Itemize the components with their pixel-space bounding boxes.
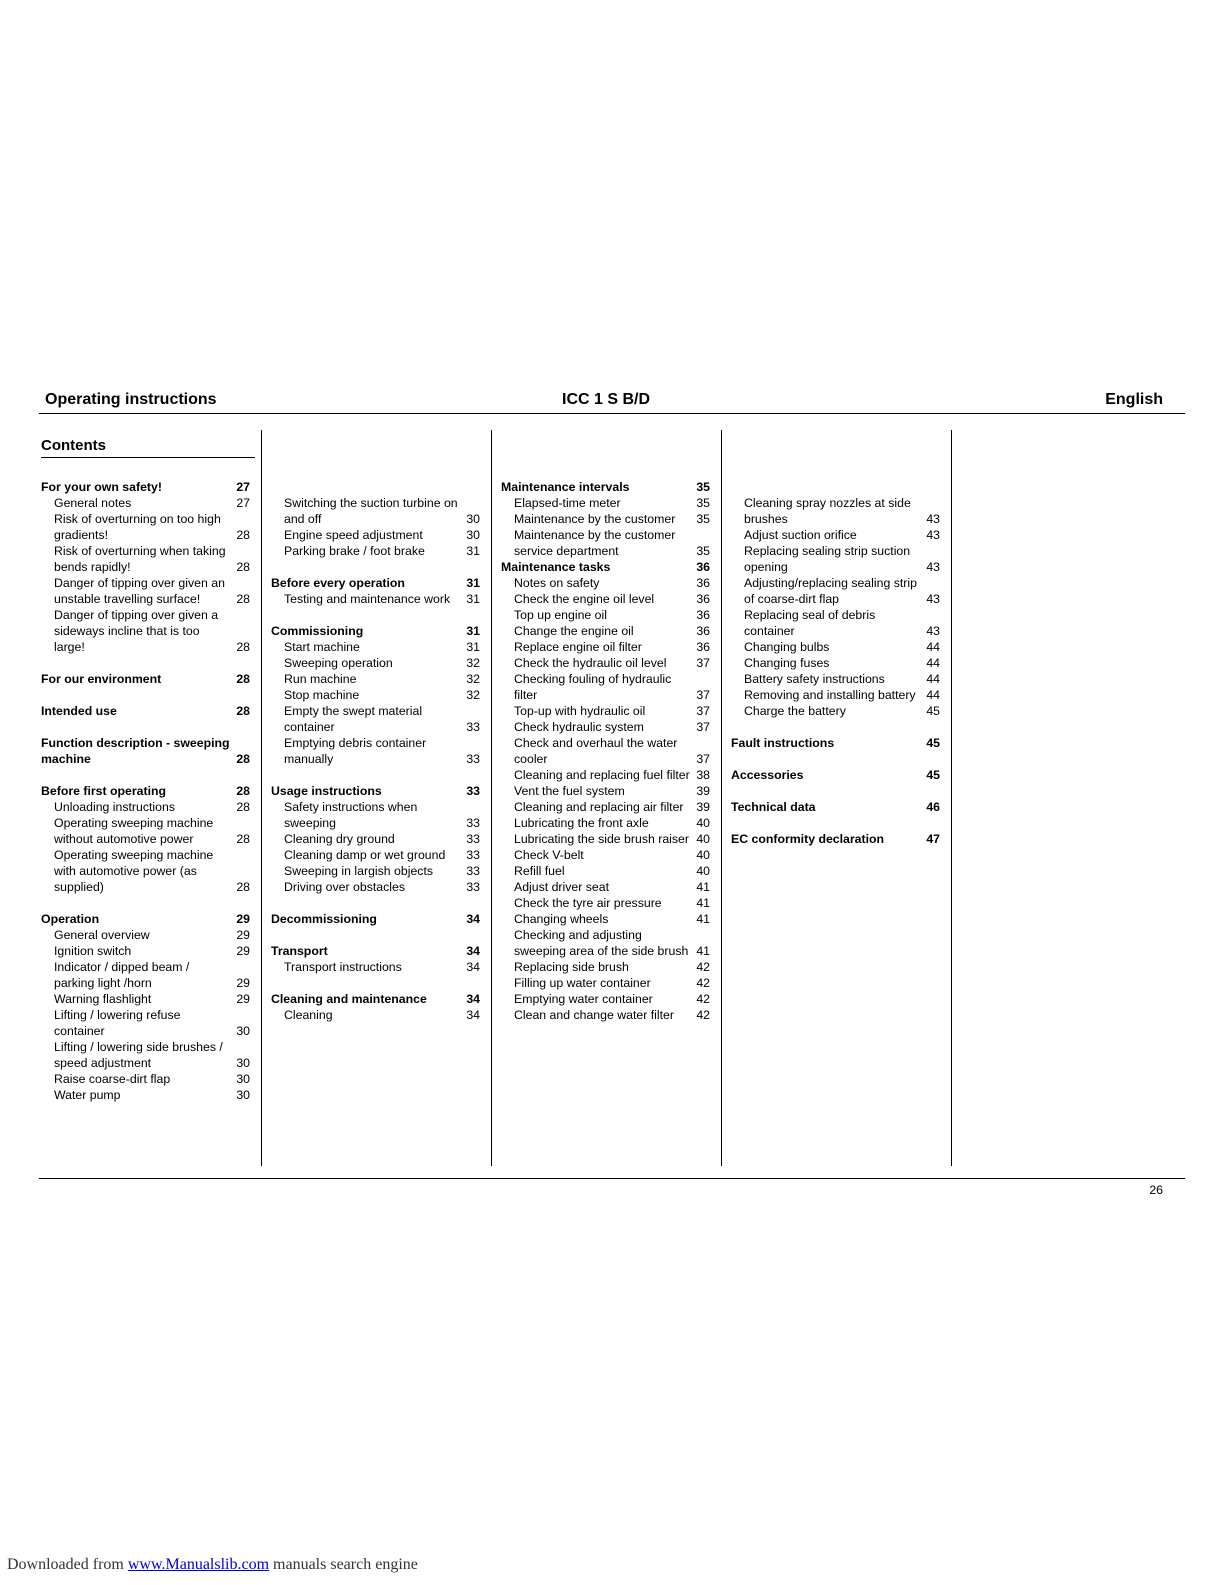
- toc-entry-page: 45: [926, 736, 940, 750]
- toc-entry-page: 28: [236, 560, 250, 574]
- toc-entry-title: Sweeping operation: [284, 656, 393, 670]
- toc-subsection-entry[interactable]: [271, 671, 480, 687]
- language-label: English: [1105, 391, 1163, 408]
- toc-subsection-entry[interactable]: [501, 527, 710, 559]
- toc-entry-title: Check the tyre air pressure: [514, 896, 662, 910]
- toc-entry-page: 34: [466, 1008, 480, 1022]
- toc-entry-page: 37: [696, 720, 710, 734]
- toc-subsection-entry[interactable]: [731, 639, 940, 655]
- toc-entry-title: General notes: [54, 496, 132, 510]
- toc-entry-page: 36: [696, 560, 710, 574]
- toc-subsection-entry[interactable]: [41, 959, 250, 991]
- toc-entry-page: 30: [236, 1088, 250, 1102]
- toc-subsection-entry[interactable]: [41, 1039, 250, 1071]
- toc-section-entry[interactable]: [271, 623, 480, 639]
- toc-section-entry[interactable]: [41, 911, 250, 927]
- toc-subsection-entry[interactable]: [501, 575, 710, 591]
- toc-subsection-entry[interactable]: [501, 639, 710, 655]
- toc-entry-page: 41: [696, 912, 710, 926]
- toc-subsection-entry[interactable]: [501, 863, 710, 879]
- toc-entry-title: Operating sweeping machine without automotive power: [54, 816, 214, 846]
- toc-entry-page: 29: [236, 944, 250, 958]
- toc-entry-page: 36: [696, 640, 710, 654]
- toc-entry-page: 41: [696, 944, 710, 958]
- toc-entry-title: Adjusting/replacing sealing strip of coarse-dirt flap: [744, 576, 917, 606]
- toc-section-entry[interactable]: [271, 991, 480, 1007]
- toc-subsection-entry[interactable]: [41, 815, 250, 847]
- toc-subsection-entry[interactable]: [41, 847, 250, 895]
- toc-subsection-entry[interactable]: [731, 607, 940, 639]
- toc-subsection-entry[interactable]: [271, 831, 480, 847]
- toc-entry-title: Replace engine oil filter: [514, 640, 642, 654]
- toc-subsection-entry[interactable]: [41, 991, 250, 1007]
- toc-entry-page: 33: [466, 864, 480, 878]
- toc-entry-page: 41: [696, 880, 710, 894]
- toc-entry-title: Replacing side brush: [514, 960, 629, 974]
- toc-entry-page: 30: [466, 528, 480, 542]
- toc-entry-title: Usage instructions: [271, 784, 382, 798]
- toc-subsection-entry[interactable]: [501, 783, 710, 799]
- toc-subsection-entry[interactable]: [501, 975, 710, 991]
- toc-subsection-entry[interactable]: [731, 575, 940, 607]
- toc-entry-page: 40: [696, 848, 710, 862]
- toc-subsection-entry[interactable]: [501, 671, 710, 703]
- toc-entry-page: 43: [926, 512, 940, 526]
- toc-entry-title: Top-up with hydraulic oil: [514, 704, 646, 718]
- toc-subsection-entry[interactable]: [501, 959, 710, 975]
- toc-entry-title: Changing fuses: [744, 656, 830, 670]
- toc-subsection-entry[interactable]: [501, 607, 710, 623]
- toc-entry-page: 42: [696, 992, 710, 1006]
- toc-entry-title: Change the engine oil: [514, 624, 634, 638]
- download-footer: [7, 1555, 418, 1575]
- toc-entry-title: Fault instructions: [731, 736, 835, 750]
- toc-entry-page: 33: [466, 752, 480, 766]
- toc-entry-title: Battery safety instructions: [744, 672, 885, 686]
- toc-entry-page: 36: [696, 624, 710, 638]
- toc-subsection-entry[interactable]: [41, 543, 250, 575]
- toc-entry-page: 45: [926, 768, 940, 782]
- toc-subsection-entry[interactable]: [271, 543, 480, 559]
- toc-subsection-entry[interactable]: [271, 799, 480, 831]
- toc-entry-title: Function description - sweeping machine: [41, 736, 230, 766]
- toc-entry-page: 33: [466, 720, 480, 734]
- toc-entry-page: 31: [466, 576, 480, 590]
- toc-entry-title: Transport instructions: [284, 960, 402, 974]
- toc-entry-page: 29: [236, 912, 250, 926]
- toc-entry-title: Stop machine: [284, 688, 360, 702]
- toc-entry-page: 37: [696, 688, 710, 702]
- toc-section-entry[interactable]: [731, 831, 940, 847]
- toc-entry-title: Cleaning damp or wet ground: [284, 848, 446, 862]
- toc-entry-page: 28: [236, 528, 250, 542]
- toc-entry-page: 34: [466, 912, 480, 926]
- toc-subsection-entry[interactable]: [41, 943, 250, 959]
- toc-section-entry[interactable]: [731, 767, 940, 783]
- toc-entry-title: Refill fuel: [514, 864, 565, 878]
- toc-entry-page: 44: [926, 672, 940, 686]
- toc-subsection-entry[interactable]: [731, 687, 940, 703]
- toc-section-entry[interactable]: [501, 559, 710, 575]
- toc-entry-page: 29: [236, 928, 250, 942]
- toc-section-entry[interactable]: [41, 735, 250, 767]
- toc-entry-title: For our environment: [41, 672, 162, 686]
- toc-entry-page: 44: [926, 688, 940, 702]
- toc-entry-title: Safety instructions when sweeping: [284, 800, 418, 830]
- toc-entry-page: 43: [926, 560, 940, 574]
- toc-entry-title: Cleaning and replacing fuel filter: [514, 768, 690, 782]
- toc-subsection-entry[interactable]: [501, 591, 710, 607]
- toc-subsection-entry[interactable]: [271, 591, 480, 607]
- toc-entry-title: Engine speed adjustment: [284, 528, 423, 542]
- toc-entry-page: 43: [926, 624, 940, 638]
- toc-section-entry[interactable]: [271, 943, 480, 959]
- toc-subsection-entry[interactable]: [731, 495, 940, 527]
- toc-entry-title: Maintenance by the customer service department: [514, 528, 676, 558]
- toc-section-entry[interactable]: [271, 783, 480, 799]
- toc-section-entry[interactable]: [731, 735, 940, 751]
- toc-entry-page: 41: [696, 896, 710, 910]
- toc-entry-page: 36: [696, 608, 710, 622]
- toc-subsection-entry[interactable]: [731, 655, 940, 671]
- document-title: Operating instructions: [45, 391, 217, 408]
- toc-subsection-entry[interactable]: [271, 1007, 480, 1023]
- toc-column-4: [731, 479, 940, 847]
- toc-subsection-entry[interactable]: [41, 1007, 250, 1039]
- toc-entry-title: Cleaning and replacing air filter: [514, 800, 684, 814]
- toc-subsection-entry[interactable]: [501, 927, 710, 959]
- toc-entry-title: Check hydraulic system: [514, 720, 644, 734]
- toc-entry-page: 33: [466, 848, 480, 862]
- toc-entry-page: 36: [696, 592, 710, 606]
- toc-entry-page: 44: [926, 656, 940, 670]
- toc-entry-title: Operation: [41, 912, 100, 926]
- toc-entry-title: Check the hydraulic oil level: [514, 656, 667, 670]
- toc-subsection-entry[interactable]: [271, 703, 480, 735]
- toc-entry-page: 28: [236, 800, 250, 814]
- toc-entry-title: For your own safety!: [41, 480, 162, 494]
- toc-subsection-entry[interactable]: [41, 495, 250, 511]
- toc-subsection-entry[interactable]: [271, 527, 480, 543]
- toc-subsection-entry[interactable]: [271, 863, 480, 879]
- toc-entry-title: Before every operation: [271, 576, 405, 590]
- toc-entry-title: Switching the suction turbine on and off: [284, 496, 458, 526]
- toc-entry-title: Removing and installing battery: [744, 688, 916, 702]
- toc-entry-title: Replacing seal of debris container: [744, 608, 876, 638]
- toc-entry-title: Maintenance by the customer: [514, 512, 676, 526]
- column-divider: [261, 430, 262, 1166]
- toc-subsection-entry[interactable]: [501, 847, 710, 863]
- toc-subsection-entry[interactable]: [501, 911, 710, 927]
- toc-entry-page: 39: [696, 784, 710, 798]
- toc-entry-page: 32: [466, 688, 480, 702]
- toc-entry-title: Risk of overturning when taking bends rapidly!: [54, 544, 226, 574]
- toc-subsection-entry[interactable]: [271, 655, 480, 671]
- toc-entry-page: 30: [236, 1072, 250, 1086]
- footer-prefix: Downloaded from: [7, 1556, 128, 1573]
- toc-section-entry[interactable]: [271, 575, 480, 591]
- toc-entry-page: 35: [696, 480, 710, 494]
- toc-entry-page: 28: [236, 832, 250, 846]
- toc-entry-title: Lifting / lowering refuse container: [54, 1008, 181, 1038]
- toc-entry-title: Risk of overturning on too high gradients!: [54, 512, 221, 542]
- toc-entry-page: 33: [466, 816, 480, 830]
- toc-entry-title: Replacing sealing strip suction opening: [744, 544, 911, 574]
- toc-entry-page: 43: [926, 528, 940, 542]
- toc-subsection-entry[interactable]: [501, 895, 710, 911]
- toc-subsection-entry[interactable]: [501, 831, 710, 847]
- column-divider: [951, 430, 952, 1166]
- toc-subsection-entry[interactable]: [501, 719, 710, 735]
- toc-entry-page: 30: [466, 512, 480, 526]
- toc-subsection-entry[interactable]: [501, 495, 710, 511]
- toc-entry-page: 47: [926, 832, 940, 846]
- toc-entry-page: 27: [236, 496, 250, 510]
- toc-entry-title: Transport: [271, 944, 328, 958]
- toc-entry-title: Cleaning: [284, 1008, 333, 1022]
- toc-entry-title: Run machine: [284, 672, 357, 686]
- toc-entry-title: Maintenance tasks: [501, 560, 611, 574]
- toc-entry-title: Emptying water container: [514, 992, 653, 1006]
- toc-entry-page: 28: [236, 752, 250, 766]
- toc-entry-title: Ignition switch: [54, 944, 132, 958]
- toc-entry-page: 35: [696, 544, 710, 558]
- footer-suffix: manuals search engine: [269, 1556, 418, 1573]
- toc-entry-title: Adjust driver seat: [514, 880, 610, 894]
- toc-entry-page: 42: [696, 976, 710, 990]
- toc-entry-title: Parking brake / foot brake: [284, 544, 425, 558]
- toc-subsection-entry[interactable]: [41, 511, 250, 543]
- toc-subsection-entry[interactable]: [501, 767, 710, 783]
- toc-section-entry[interactable]: [731, 799, 940, 815]
- toc-subsection-entry[interactable]: [41, 799, 250, 815]
- toc-subsection-entry[interactable]: [501, 799, 710, 815]
- toc-subsection-entry[interactable]: [41, 607, 250, 655]
- toc-subsection-entry[interactable]: [731, 543, 940, 575]
- toc-subsection-entry[interactable]: [271, 495, 480, 527]
- toc-entry-page: 37: [696, 704, 710, 718]
- toc-section-entry[interactable]: [501, 479, 710, 495]
- toc-entry-page: 28: [236, 640, 250, 654]
- toc-entry-title: Top up engine oil: [514, 608, 607, 622]
- toc-subsection-entry[interactable]: [271, 959, 480, 975]
- toc-subsection-entry[interactable]: [501, 1007, 710, 1023]
- toc-subsection-entry[interactable]: [41, 1087, 250, 1103]
- toc-entry-page: 29: [236, 992, 250, 1006]
- toc-entry-page: 42: [696, 1008, 710, 1022]
- toc-entry-page: 46: [926, 800, 940, 814]
- toc-subsection-entry[interactable]: [501, 815, 710, 831]
- toc-entry-title: Clean and change water filter: [514, 1008, 674, 1022]
- toc-entry-page: 34: [466, 960, 480, 974]
- toc-entry-page: 37: [696, 752, 710, 766]
- toc-section-entry[interactable]: [41, 479, 250, 495]
- toc-subsection-entry[interactable]: [501, 991, 710, 1007]
- toc-entry-page: 33: [466, 880, 480, 894]
- toc-entry-page: 40: [696, 864, 710, 878]
- toc-entry-title: Operating sweeping machine with automotive power (as supplied): [54, 848, 214, 894]
- column-divider: [721, 430, 722, 1166]
- toc-entry-title: Commissioning: [271, 624, 364, 638]
- toc-entry-page: 28: [236, 784, 250, 798]
- footer-rule: [39, 1178, 1185, 1179]
- toc-entry-page: 35: [696, 512, 710, 526]
- toc-entry-page: 33: [466, 784, 480, 798]
- toc-subsection-entry[interactable]: [271, 879, 480, 895]
- toc-column-2: [271, 479, 480, 1023]
- toc-entry-title: Sweeping in largish objects: [284, 864, 434, 878]
- toc-entry-title: Testing and maintenance work: [284, 592, 451, 606]
- toc-entry-title: Changing bulbs: [744, 640, 830, 654]
- toc-subsection-entry[interactable]: [731, 703, 940, 719]
- toc-entry-page: 33: [466, 832, 480, 846]
- toc-entry-title: Cleaning dry ground: [284, 832, 395, 846]
- toc-section-entry[interactable]: [41, 703, 250, 719]
- toc-entry-title: Lubricating the front axle: [514, 816, 649, 830]
- toc-entry-page: 31: [466, 640, 480, 654]
- toc-entry-title: Checking and adjusting sweeping area of the side brush: [514, 928, 689, 958]
- toc-subsection-entry[interactable]: [501, 511, 710, 527]
- toc-subsection-entry[interactable]: [501, 623, 710, 639]
- toc-entry-title: Water pump: [54, 1088, 121, 1102]
- toc-entry-page: 40: [696, 816, 710, 830]
- toc-subsection-entry[interactable]: [501, 703, 710, 719]
- toc-entry-page: 30: [236, 1056, 250, 1070]
- toc-entry-page: 28: [236, 592, 250, 606]
- toc-entry-page: 44: [926, 640, 940, 654]
- toc-entry-page: 40: [696, 832, 710, 846]
- toc-entry-page: 28: [236, 880, 250, 894]
- toc-entry-page: 28: [236, 704, 250, 718]
- contents-underline: [41, 457, 255, 458]
- toc-column-3: [501, 479, 710, 1023]
- toc-entry-title: Check and overhaul the water cooler: [514, 736, 678, 766]
- toc-entry-title: Check V-belt: [514, 848, 584, 862]
- page-number: 26: [1149, 1183, 1163, 1197]
- toc-entry-title: Maintenance intervals: [501, 480, 630, 494]
- toc-entry-page: 28: [236, 672, 250, 686]
- toc-subsection-entry[interactable]: [731, 527, 940, 543]
- toc-entry-title: Cleaning spray nozzles at side brushes: [744, 496, 911, 526]
- toc-entry-title: Notes on safety: [514, 576, 600, 590]
- contents-heading: Contents: [41, 437, 106, 454]
- toc-entry-title: Accessories: [731, 768, 804, 782]
- toc-entry-title: Lifting / lowering side brushes / speed adjustment: [54, 1040, 223, 1070]
- toc-entry-page: 29: [236, 976, 250, 990]
- toc-subsection-entry[interactable]: [501, 655, 710, 671]
- toc-entry-page: 42: [696, 960, 710, 974]
- toc-entry-title: EC conformity declaration: [731, 832, 885, 846]
- toc-subsection-entry[interactable]: [41, 1071, 250, 1087]
- toc-entry-page: 34: [466, 992, 480, 1006]
- toc-subsection-entry[interactable]: [731, 671, 940, 687]
- toc-entry-title: Lubricating the side brush raiser: [514, 832, 689, 846]
- toc-entry-title: Cleaning and maintenance: [271, 992, 427, 1006]
- toc-entry-title: Indicator / dipped beam / parking light /horn: [54, 960, 190, 990]
- toc-entry-page: 37: [696, 656, 710, 670]
- toc-subsection-entry[interactable]: [271, 639, 480, 655]
- toc-entry-title: Danger of tipping over given a sideways incline that is too large!: [54, 608, 219, 654]
- toc-subsection-entry[interactable]: [271, 735, 480, 767]
- toc-entry-title: Adjust suction orifice: [744, 528, 857, 542]
- toc-entry-title: Emptying debris container manually: [284, 736, 427, 766]
- toc-subsection-entry[interactable]: [501, 879, 710, 895]
- toc-entry-title: Technical data: [731, 800, 816, 814]
- toc-entry-title: Intended use: [41, 704, 117, 718]
- toc-subsection-entry[interactable]: [41, 927, 250, 943]
- toc-entry-title: Decommissioning: [271, 912, 377, 926]
- toc-entry-page: 38: [696, 768, 710, 782]
- toc-entry-title: Changing wheels: [514, 912, 609, 926]
- toc-section-entry[interactable]: [41, 783, 250, 799]
- toc-entry-title: Warning flashlight: [54, 992, 152, 1006]
- toc-entry-title: Charge the battery: [744, 704, 846, 718]
- toc-entry-title: General overview: [54, 928, 150, 942]
- toc-subsection-entry[interactable]: [271, 847, 480, 863]
- toc-section-entry[interactable]: [41, 671, 250, 687]
- toc-entry-page: 43: [926, 592, 940, 606]
- toc-entry-title: Check the engine oil level: [514, 592, 655, 606]
- toc-entry-title: Elapsed-time meter: [514, 496, 621, 510]
- toc-entry-page: 32: [466, 656, 480, 670]
- toc-entry-page: 34: [466, 944, 480, 958]
- toc-entry-title: Empty the swept material container: [284, 704, 423, 734]
- toc-entry-page: 31: [466, 544, 480, 558]
- toc-entry-page: 30: [236, 1024, 250, 1038]
- toc-subsection-entry[interactable]: [501, 735, 710, 767]
- toc-subsection-entry[interactable]: [41, 575, 250, 607]
- header-rule: [39, 413, 1185, 414]
- toc-entry-title: Vent the fuel system: [514, 784, 625, 798]
- toc-entry-title: Danger of tipping over given an unstable travelling surface!: [54, 576, 225, 606]
- toc-entry-title: Driving over obstacles: [284, 880, 405, 894]
- toc-entry-title: Unloading instructions: [54, 800, 175, 814]
- toc-column-1: [41, 479, 250, 1103]
- toc-entry-page: 27: [236, 480, 250, 494]
- toc-entry-title: Start machine: [284, 640, 360, 654]
- toc-section-entry[interactable]: [271, 911, 480, 927]
- toc-entry-page: 39: [696, 800, 710, 814]
- toc-entry-title: Raise coarse-dirt flap: [54, 1072, 171, 1086]
- toc-entry-page: 35: [696, 496, 710, 510]
- toc-entry-title: Checking fouling of hydraulic filter: [514, 672, 672, 702]
- toc-entry-title: Filling up water container: [514, 976, 651, 990]
- toc-subsection-entry[interactable]: [271, 687, 480, 703]
- column-divider: [491, 430, 492, 1166]
- toc-entry-page: 32: [466, 672, 480, 686]
- toc-entry-page: 45: [926, 704, 940, 718]
- model-name: ICC 1 S B/D: [562, 391, 651, 408]
- toc-entry-page: 31: [466, 624, 480, 638]
- manualslib-link[interactable]: www.Manualslib.com: [127, 1556, 270, 1573]
- toc-entry-page: 31: [466, 592, 480, 606]
- toc-entry-page: 36: [696, 576, 710, 590]
- toc-entry-title: Before first operating: [41, 784, 167, 798]
